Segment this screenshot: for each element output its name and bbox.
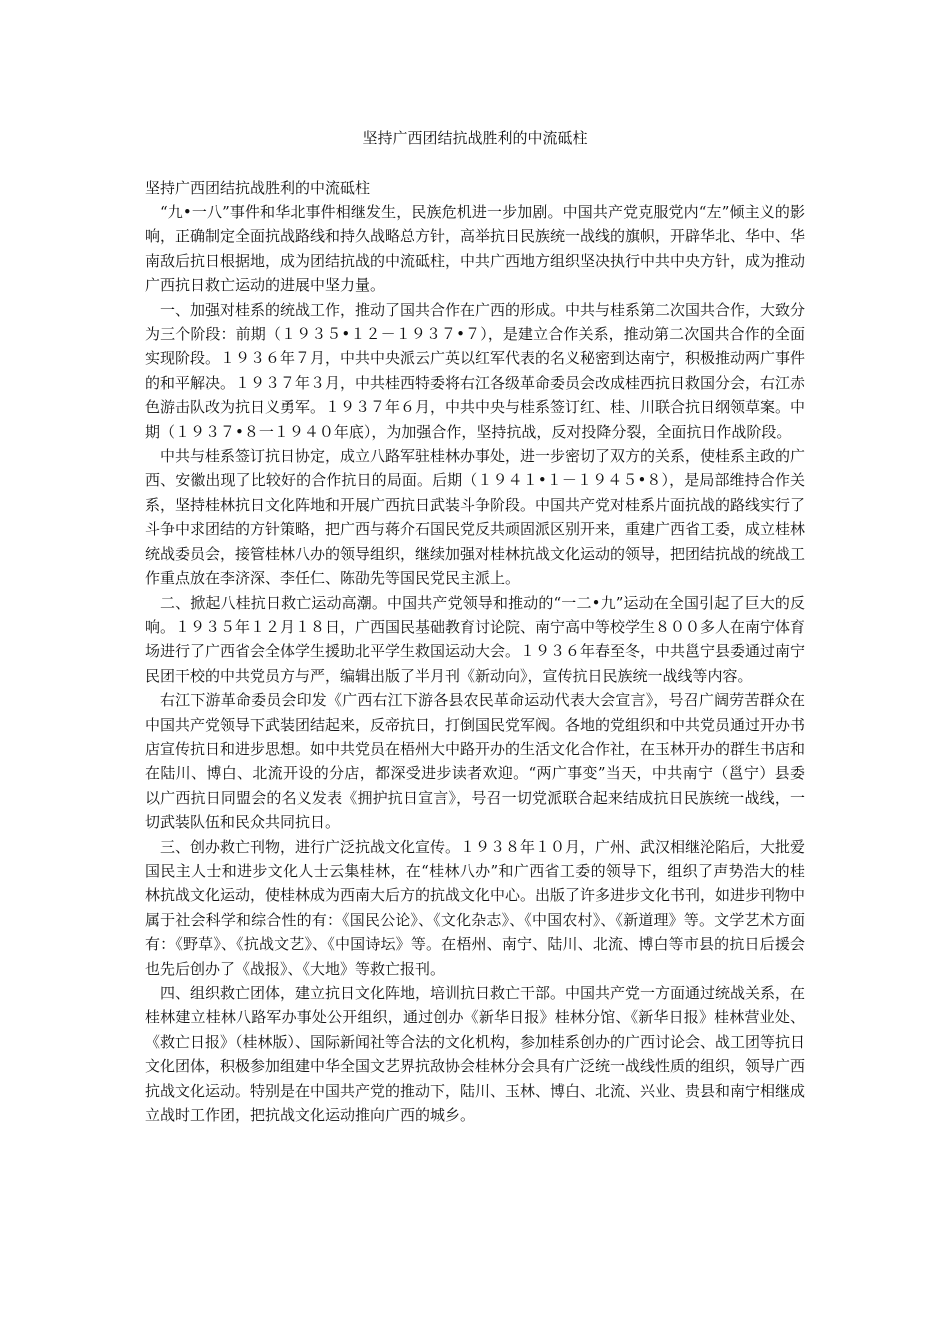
document-body <box>145 176 805 1127</box>
article-heading: 坚持广西团结抗战胜利的中流砥柱 <box>145 179 371 197</box>
paragraph-section-1: 一、加强对桂系的统战工作，推动了国共合作在广西的形成。中共与桂系第二次国共合作，大致分为三个阶段：前期（１９３５•１２－１９３７•７），是建立合作关系，推动第二次国共合作的全面实现阶段。１９３６年７月，中共中央派云广英以红军代表的名义秘密到达南宁，积极推动两广事件的和平解决。１９３７年３月，中共桂西特委将右江各级革命委员会改成桂西抗日救国分会，右江赤色游击队改为抗日义勇军。１９３７年６月，中共中央与桂系签订红、桂、川联合抗日纲领草案。中期（１９３７•８一１９４０年底），为加强合作，坚持抗战，反对投降分裂，全面抗日作战阶段。 <box>145 300 806 441</box>
paragraph-section-2-continued: 右江下游革命委员会印发《广西右江下游各县农民革命运动代表大会宣言》，号召广阔劳苦群众在中国共产党领导下武装团结起来，反帝抗日，打倒国民党军阀。各地的党组织和中共党员通过开办书店宣传抗日和进步思想。如中共党员在梧州大中路开办的生活文化合作社，在玉林开办的群生书店和在陆川、博白、北流开设的分店，都深受进步读者欢迎。“两广事变”当天，中共南宁（邕宁）县委以广西抗日同盟会的名义发表《拥护抗日宣言》，号召一切党派联合起来结成抗日民族统一战线，一切武装队伍和民众共同抗日。 <box>145 691 806 832</box>
paragraph-section-3: 三、创办救亡刊物，进行广泛抗战文化宣传。１９３８年１０月，广州、武汉相继沦陷后，大批爱国民主人士和进步文化人士云集桂林，在“桂林八办”和广西省工委的领导下，组织了声势浩大的桂林抗战文化运动，使桂林成为西南大后方的抗战文化中心。出版了许多进步文化书刊，如进步刊物中属于社会科学和综合性的有：《国民公论》、《文化杂志》、《中国农村》、《新道理》等。文学艺术方面有：《野草》、《抗战文艺》、《中国诗坛》等。在梧州、南宁、陆川、北流、博白等市县的抗日后援会也先后创办了《战报》、《大地》等救亡报刊。 <box>145 837 806 978</box>
paragraph-intro: “九•一八”事件和华北事件相继发生，民族危机进一步加剧。中国共产党克服党内“左”倾主义的影响，正确制定全面抗战路线和持久战略总方针，高举抗日民族统一战线的旗帜，开辟华北、华中、华南敌后抗日根据地，成为团结抗战的中流砥柱，中共广西地方组织坚决执行中共中央方针，成为推动广西抗日救亡运动的进展中坚力量。 <box>145 203 806 295</box>
paragraph-section-1-continued: 中共与桂系签订抗日协定，成立八路军驻桂林办事处，进一步密切了双方的关系，使桂系主政的广西、安徽出现了比较好的合作抗日的局面。后期（１９４１•１－１９４５•８），是局部维持合作关系，坚持桂林抗日文化阵地和开展广西抗日武装斗争阶段。中国共产党对桂系片面抗战的路线实行了斗争中求团结的方针策略，把广西与蒋介石国民党反共顽固派区别开来，重建广西省工委，成立桂林统战委员会，接管桂林八办的领导组织，继续加强对桂林抗战文化运动的领导，把团结抗战的统战工作重点放在李济深、李任仁、陈劭先等国民党民主派上。 <box>145 447 806 588</box>
paragraph-section-2: 二、掀起八桂抗日救亡运动高潮。中国共产党领导和推动的“一二•九”运动在全国引起了巨大的反响。１９３５年１２月１８日，广西国民基础教育讨论院、南宁高中等校学生８００多人在南宁体育场进行了广西省会全体学生援助北平学生救国运动大会。１９３６年春至冬，中共邕宁县委通过南宁民团干校的中共党员方与严，编辑出版了半月刊《新动向》，宣传抗日民族统一战线等内容。 <box>145 593 806 685</box>
paragraph-section-4: 四、组织救亡团体，建立抗日文化阵地，培训抗日救亡干部。中国共产党一方面通过统战关系，在桂林建立桂林八路军办事处公开组织，通过创办《新华日报》桂林分馆、《新华日报》桂林营业处、《救亡日报》（桂林版）、国际新闻社等合法的文化机构，参加桂系创办的广西讨论会、战工团等抗日文化团体，积极参加组建中华全国文艺界抗敌协会桂林分会具有广泛统一战线性质的组织，领导广西抗战文化运动。特别是在中国共产党的推动下，陆川、玉林、博白、北流、兴业、贵县和南宁相继成立战时工作团，把抗战文化运动推向广西的城乡。 <box>145 984 806 1125</box>
document-title: 坚持广西团结抗战胜利的中流砥柱 <box>362 129 588 147</box>
